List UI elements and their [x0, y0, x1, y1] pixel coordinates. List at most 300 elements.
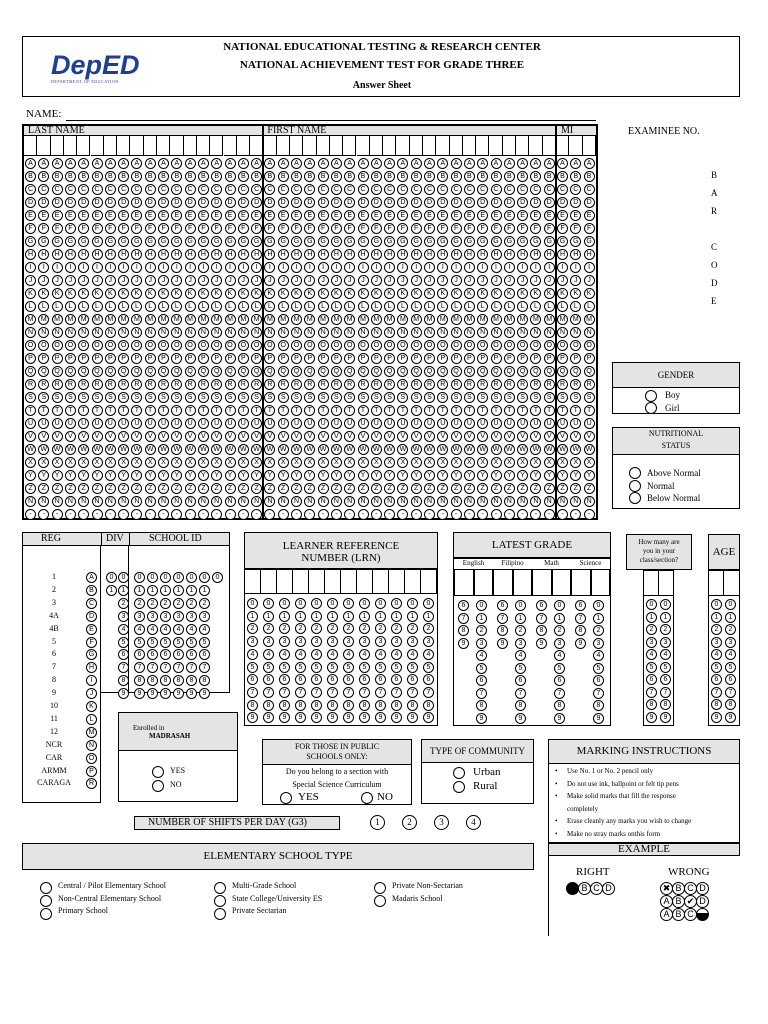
name-bubble[interactable]: C — [530, 184, 541, 195]
name-bubble[interactable]: J — [477, 275, 488, 286]
name-bubble[interactable]: I — [411, 262, 422, 273]
name-bubble[interactable]: P — [437, 353, 448, 364]
name-bubble[interactable]: N — [145, 327, 156, 338]
name-bubble[interactable]: S — [291, 392, 302, 403]
name-bubble[interactable]: Ñ — [92, 496, 103, 507]
lrn-bubble[interactable]: 0 — [279, 598, 290, 609]
lrn-bubble[interactable]: 0 — [343, 598, 354, 609]
name-bubble[interactable]: L — [344, 301, 355, 312]
name-bubble[interactable]: T — [504, 405, 515, 416]
name-bubble[interactable]: M — [384, 314, 395, 325]
name-write-box[interactable] — [330, 136, 343, 156]
name-bubble[interactable]: I — [544, 262, 555, 273]
name-bubble[interactable]: Y — [304, 470, 315, 481]
name-bubble[interactable]: F — [517, 223, 528, 234]
name-bubble[interactable]: - — [185, 509, 196, 520]
name-write-box[interactable] — [117, 136, 130, 156]
name-bubble[interactable]: Ñ — [278, 496, 289, 507]
grade-tens-bubble[interactable]: 7 — [497, 613, 508, 624]
name-bubble[interactable]: A — [291, 158, 302, 169]
name-bubble[interactable]: S — [384, 392, 395, 403]
name-bubble[interactable]: G — [451, 236, 462, 247]
name-bubble[interactable]: X — [211, 457, 222, 468]
name-bubble[interactable]: L — [358, 301, 369, 312]
lrn-bubble[interactable]: 7 — [359, 687, 370, 698]
name-bubble[interactable]: H — [331, 249, 342, 260]
name-bubble[interactable]: X — [78, 457, 89, 468]
name-bubble[interactable]: B — [464, 171, 475, 182]
name-bubble[interactable]: I — [584, 262, 595, 273]
name-bubble[interactable]: Ñ — [477, 496, 488, 507]
name-bubble[interactable]: J — [437, 275, 448, 286]
age-bubble[interactable]: 1 — [725, 612, 736, 623]
name-bubble[interactable]: Ñ — [451, 496, 462, 507]
name-write-box[interactable] — [144, 136, 157, 156]
name-bubble[interactable]: - — [158, 509, 169, 520]
name-bubble[interactable]: H — [105, 249, 116, 260]
class-count-bubble[interactable]: 2 — [646, 624, 657, 635]
div-bubble[interactable]: 8 — [118, 675, 129, 686]
name-bubble[interactable]: A — [264, 158, 275, 169]
name-bubble[interactable]: D — [92, 197, 103, 208]
name-bubble[interactable]: - — [517, 509, 528, 520]
name-bubble[interactable]: A — [145, 158, 156, 169]
grade-ones-bubble[interactable]: 0 — [593, 600, 604, 611]
name-bubble[interactable]: K — [371, 288, 382, 299]
name-bubble[interactable]: D — [491, 197, 502, 208]
name-bubble[interactable]: Ñ — [517, 496, 528, 507]
name-bubble[interactable]: M — [158, 314, 169, 325]
name-bubble[interactable]: K — [251, 288, 262, 299]
name-bubble[interactable]: Y — [238, 470, 249, 481]
name-bubble[interactable]: L — [185, 301, 196, 312]
name-bubble[interactable]: A — [344, 158, 355, 169]
name-bubble[interactable]: L — [65, 301, 76, 312]
name-bubble[interactable]: S — [38, 392, 49, 403]
school-id-bubble[interactable]: 9 — [147, 688, 158, 699]
lrn-write-box[interactable] — [309, 570, 325, 594]
name-bubble[interactable]: Ñ — [318, 496, 329, 507]
name-bubble[interactable]: N — [517, 327, 528, 338]
name-bubble[interactable]: Z — [397, 483, 408, 494]
grade-ones-bubble[interactable]: 3 — [554, 638, 565, 649]
name-bubble[interactable]: G — [198, 236, 209, 247]
name-bubble[interactable]: O — [397, 340, 408, 351]
name-bubble[interactable]: P — [504, 353, 515, 364]
name-bubble[interactable]: C — [384, 184, 395, 195]
name-bubble[interactable]: G — [92, 236, 103, 247]
grade-ones-bubble[interactable]: 1 — [476, 613, 487, 624]
name-bubble[interactable]: W — [65, 444, 76, 455]
name-bubble[interactable]: K — [464, 288, 475, 299]
name-bubble[interactable]: N — [52, 327, 63, 338]
name-bubble[interactable]: K — [570, 288, 581, 299]
name-bubble[interactable]: L — [570, 301, 581, 312]
name-bubble[interactable]: R — [185, 379, 196, 390]
name-bubble[interactable]: O — [371, 340, 382, 351]
name-bubble[interactable]: - — [251, 509, 262, 520]
reg-bubble[interactable]: L — [86, 714, 97, 725]
lrn-bubble[interactable]: 4 — [423, 649, 434, 660]
name-bubble[interactable]: - — [318, 509, 329, 520]
name-bubble[interactable]: S — [584, 392, 595, 403]
name-bubble[interactable]: Q — [491, 366, 502, 377]
name-bubble[interactable]: K — [557, 288, 568, 299]
name-bubble[interactable]: T — [278, 405, 289, 416]
name-bubble[interactable]: H — [544, 249, 555, 260]
name-bubble[interactable]: Q — [38, 366, 49, 377]
name-bubble[interactable]: B — [477, 171, 488, 182]
name-bubble[interactable]: V — [131, 431, 142, 442]
name-bubble[interactable]: U — [344, 418, 355, 429]
name-bubble[interactable]: Q — [331, 366, 342, 377]
name-bubble[interactable]: J — [411, 275, 422, 286]
name-bubble[interactable]: L — [278, 301, 289, 312]
name-bubble[interactable]: R — [211, 379, 222, 390]
name-bubble[interactable]: T — [517, 405, 528, 416]
name-bubble[interactable]: - — [384, 509, 395, 520]
name-bubble[interactable]: Z — [570, 483, 581, 494]
school-id-bubble[interactable]: 5 — [160, 637, 171, 648]
name-bubble[interactable]: W — [158, 444, 169, 455]
grade-ones-bubble[interactable]: 1 — [593, 613, 604, 624]
name-bubble[interactable]: I — [171, 262, 182, 273]
name-bubble[interactable]: G — [211, 236, 222, 247]
name-bubble[interactable]: L — [544, 301, 555, 312]
name-bubble[interactable]: L — [304, 301, 315, 312]
name-bubble[interactable]: I — [278, 262, 289, 273]
name-bubble[interactable]: Y — [78, 470, 89, 481]
name-bubble[interactable]: K — [451, 288, 462, 299]
name-bubble[interactable]: B — [504, 171, 515, 182]
name-bubble[interactable]: N — [570, 327, 581, 338]
name-bubble[interactable]: H — [118, 249, 129, 260]
name-bubble[interactable]: I — [291, 262, 302, 273]
school-id-bubble[interactable]: 6 — [134, 649, 145, 660]
name-bubble[interactable]: X — [570, 457, 581, 468]
div-bubble[interactable]: 0 — [118, 572, 129, 583]
name-bubble[interactable]: Ñ — [504, 496, 515, 507]
reg-bubble[interactable]: B — [86, 585, 97, 596]
name-bubble[interactable]: V — [52, 431, 63, 442]
name-bubble[interactable]: T — [264, 405, 275, 416]
div-bubble[interactable]: 5 — [118, 637, 129, 648]
name-bubble[interactable]: G — [557, 236, 568, 247]
name-bubble[interactable]: H — [530, 249, 541, 260]
lrn-bubble[interactable]: 7 — [375, 687, 386, 698]
name-bubble[interactable]: G — [171, 236, 182, 247]
name-bubble[interactable]: H — [318, 249, 329, 260]
grade-ones-bubble[interactable]: 8 — [593, 700, 604, 711]
name-bubble[interactable]: L — [251, 301, 262, 312]
name-bubble[interactable]: S — [318, 392, 329, 403]
lrn-bubble[interactable]: 6 — [359, 674, 370, 685]
name-bubble[interactable]: A — [437, 158, 448, 169]
name-bubble[interactable]: R — [437, 379, 448, 390]
age-bubble[interactable]: 3 — [711, 637, 722, 648]
name-bubble[interactable]: D — [358, 197, 369, 208]
name-bubble[interactable]: Q — [105, 366, 116, 377]
class-count-bubble[interactable]: 0 — [660, 599, 671, 610]
name-bubble[interactable]: G — [411, 236, 422, 247]
name-bubble[interactable]: I — [118, 262, 129, 273]
name-bubble[interactable]: Ñ — [437, 496, 448, 507]
div-bubble[interactable]: 6 — [118, 649, 129, 660]
name-bubble[interactable]: L — [238, 301, 249, 312]
name-bubble[interactable]: J — [171, 275, 182, 286]
name-bubble[interactable]: R — [92, 379, 103, 390]
name-bubble[interactable]: K — [105, 288, 116, 299]
name-bubble[interactable]: A — [557, 158, 568, 169]
name-bubble[interactable]: R — [331, 379, 342, 390]
name-bubble[interactable]: K — [38, 288, 49, 299]
name-bubble[interactable]: V — [411, 431, 422, 442]
grade-write-box[interactable] — [571, 569, 591, 596]
lrn-bubble[interactable]: 5 — [295, 662, 306, 673]
name-bubble[interactable]: G — [145, 236, 156, 247]
shift-option-bubble[interactable]: 3 — [434, 815, 449, 830]
name-bubble[interactable]: L — [451, 301, 462, 312]
name-bubble[interactable]: G — [291, 236, 302, 247]
name-write-box[interactable] — [184, 136, 197, 156]
age-bubble[interactable]: 0 — [711, 599, 722, 610]
school-id-bubble[interactable]: 7 — [134, 662, 145, 673]
lrn-bubble[interactable]: 2 — [359, 623, 370, 634]
name-bubble[interactable]: N — [557, 327, 568, 338]
age-bubble[interactable]: 9 — [725, 712, 736, 723]
name-bubble[interactable]: W — [251, 444, 262, 455]
name-bubble[interactable]: H — [557, 249, 568, 260]
name-bubble[interactable]: I — [358, 262, 369, 273]
name-bubble[interactable]: T — [145, 405, 156, 416]
name-bubble[interactable]: Z — [584, 483, 595, 494]
name-bubble[interactable]: - — [131, 509, 142, 520]
name-bubble[interactable]: Z — [92, 483, 103, 494]
name-bubble[interactable]: V — [25, 431, 36, 442]
name-bubble[interactable]: Y — [358, 470, 369, 481]
name-bubble[interactable]: U — [251, 418, 262, 429]
name-bubble[interactable]: J — [291, 275, 302, 286]
name-bubble[interactable]: V — [530, 431, 541, 442]
lrn-bubble[interactable]: 3 — [279, 636, 290, 647]
name-bubble[interactable]: W — [384, 444, 395, 455]
name-write-box[interactable] — [197, 136, 210, 156]
grade-ones-bubble[interactable]: 7 — [476, 688, 487, 699]
name-bubble[interactable]: I — [25, 262, 36, 273]
name-bubble[interactable]: K — [504, 288, 515, 299]
shift-option-bubble[interactable]: 1 — [370, 815, 385, 830]
name-bubble[interactable]: - — [464, 509, 475, 520]
name-bubble[interactable]: X — [198, 457, 209, 468]
name-bubble[interactable]: M — [264, 314, 275, 325]
name-bubble[interactable]: L — [437, 301, 448, 312]
lrn-bubble[interactable]: 8 — [375, 700, 386, 711]
name-bubble[interactable]: W — [331, 444, 342, 455]
name-bubble[interactable]: O — [464, 340, 475, 351]
name-bubble[interactable]: O — [291, 340, 302, 351]
name-bubble[interactable]: J — [118, 275, 129, 286]
school-id-bubble[interactable]: 0 — [212, 572, 223, 583]
name-bubble[interactable]: M — [504, 314, 515, 325]
name-bubble[interactable]: L — [131, 301, 142, 312]
grade-ones-bubble[interactable]: 3 — [593, 638, 604, 649]
lrn-bubble[interactable]: 7 — [423, 687, 434, 698]
name-bubble[interactable]: U — [464, 418, 475, 429]
name-bubble[interactable]: D — [504, 197, 515, 208]
school-id-bubble[interactable]: 2 — [199, 598, 210, 609]
name-bubble[interactable]: E — [65, 210, 76, 221]
grade-tens-bubble[interactable]: 9 — [575, 638, 586, 649]
nutrition-above-radio[interactable] — [629, 467, 641, 479]
name-bubble[interactable]: H — [238, 249, 249, 260]
lrn-bubble[interactable]: 9 — [263, 712, 274, 723]
school-id-bubble[interactable]: 0 — [134, 572, 145, 583]
name-bubble[interactable]: U — [530, 418, 541, 429]
name-bubble[interactable]: U — [225, 418, 236, 429]
name-bubble[interactable]: - — [477, 509, 488, 520]
name-bubble[interactable]: P — [384, 353, 395, 364]
name-bubble[interactable]: V — [278, 431, 289, 442]
name-bubble[interactable]: T — [52, 405, 63, 416]
name-bubble[interactable]: U — [331, 418, 342, 429]
name-bubble[interactable]: Y — [504, 470, 515, 481]
name-bubble[interactable]: S — [118, 392, 129, 403]
name-bubble[interactable]: Z — [437, 483, 448, 494]
name-bubble[interactable]: O — [25, 340, 36, 351]
lrn-bubble[interactable]: 9 — [327, 712, 338, 723]
name-bubble[interactable]: W — [291, 444, 302, 455]
name-bubble[interactable]: Z — [198, 483, 209, 494]
lrn-bubble[interactable]: 6 — [407, 674, 418, 685]
name-bubble[interactable]: I — [304, 262, 315, 273]
age-write-box[interactable] — [709, 571, 724, 596]
name-bubble[interactable]: K — [437, 288, 448, 299]
name-bubble[interactable]: P — [291, 353, 302, 364]
name-bubble[interactable]: - — [544, 509, 555, 520]
name-bubble[interactable]: L — [584, 301, 595, 312]
name-bubble[interactable]: A — [584, 158, 595, 169]
name-bubble[interactable]: T — [437, 405, 448, 416]
name-bubble[interactable]: Ñ — [491, 496, 502, 507]
name-bubble[interactable]: Ñ — [25, 496, 36, 507]
name-bubble[interactable]: - — [411, 509, 422, 520]
name-bubble[interactable]: S — [491, 392, 502, 403]
class-count-bubble[interactable]: 3 — [660, 637, 671, 648]
name-bubble[interactable]: B — [278, 171, 289, 182]
name-bubble[interactable]: U — [584, 418, 595, 429]
name-bubble[interactable]: L — [78, 301, 89, 312]
name-bubble[interactable]: T — [464, 405, 475, 416]
name-bubble[interactable]: M — [65, 314, 76, 325]
name-bubble[interactable]: I — [371, 262, 382, 273]
school-id-bubble[interactable]: 2 — [173, 598, 184, 609]
name-bubble[interactable]: L — [464, 301, 475, 312]
name-bubble[interactable]: R — [291, 379, 302, 390]
name-bubble[interactable]: M — [145, 314, 156, 325]
name-bubble[interactable]: W — [358, 444, 369, 455]
name-bubble[interactable]: N — [185, 327, 196, 338]
lrn-bubble[interactable]: 4 — [327, 649, 338, 660]
name-bubble[interactable]: Ñ — [38, 496, 49, 507]
name-bubble[interactable]: F — [331, 223, 342, 234]
name-bubble[interactable]: N — [384, 327, 395, 338]
lrn-bubble[interactable]: 9 — [247, 712, 258, 723]
name-bubble[interactable]: Y — [584, 470, 595, 481]
name-bubble[interactable]: S — [278, 392, 289, 403]
name-bubble[interactable]: Q — [238, 366, 249, 377]
name-bubble[interactable]: O — [411, 340, 422, 351]
name-bubble[interactable]: E — [278, 210, 289, 221]
name-bubble[interactable]: E — [238, 210, 249, 221]
name-bubble[interactable]: N — [530, 327, 541, 338]
name-bubble[interactable]: I — [318, 262, 329, 273]
lrn-write-box[interactable] — [341, 570, 357, 594]
lrn-bubble[interactable]: 0 — [359, 598, 370, 609]
name-bubble[interactable]: E — [105, 210, 116, 221]
lrn-bubble[interactable]: 0 — [311, 598, 322, 609]
name-bubble[interactable]: V — [158, 431, 169, 442]
school-id-bubble[interactable]: 3 — [173, 611, 184, 622]
name-bubble[interactable]: D — [52, 197, 63, 208]
name-bubble[interactable]: Q — [171, 366, 182, 377]
age-bubble[interactable]: 2 — [711, 624, 722, 635]
grade-ones-bubble[interactable]: 5 — [554, 663, 565, 674]
name-bubble[interactable]: I — [464, 262, 475, 273]
name-bubble[interactable]: E — [570, 210, 581, 221]
reg-bubble[interactable]: O — [86, 753, 97, 764]
name-bubble[interactable]: Q — [65, 366, 76, 377]
name-bubble[interactable]: S — [344, 392, 355, 403]
name-bubble[interactable]: V — [92, 431, 103, 442]
name-bubble[interactable]: S — [131, 392, 142, 403]
name-bubble[interactable]: F — [25, 223, 36, 234]
name-bubble[interactable]: Q — [304, 366, 315, 377]
grade-tens-bubble[interactable]: 6 — [536, 600, 547, 611]
name-bubble[interactable]: E — [411, 210, 422, 221]
name-bubble[interactable]: N — [198, 327, 209, 338]
name-bubble[interactable]: P — [331, 353, 342, 364]
name-bubble[interactable]: B — [131, 171, 142, 182]
name-bubble[interactable]: V — [491, 431, 502, 442]
name-bubble[interactable]: V — [464, 431, 475, 442]
lrn-write-box[interactable] — [373, 570, 389, 594]
name-bubble[interactable]: K — [584, 288, 595, 299]
name-bubble[interactable]: L — [38, 301, 49, 312]
name-bubble[interactable]: V — [264, 431, 275, 442]
name-bubble[interactable]: H — [65, 249, 76, 260]
name-bubble[interactable]: C — [145, 184, 156, 195]
name-bubble[interactable]: R — [65, 379, 76, 390]
lrn-bubble[interactable]: 0 — [327, 598, 338, 609]
lrn-bubble[interactable]: 8 — [359, 700, 370, 711]
reg-bubble[interactable]: M — [86, 727, 97, 738]
lrn-bubble[interactable]: 5 — [391, 662, 402, 673]
name-bubble[interactable]: F — [65, 223, 76, 234]
lrn-bubble[interactable]: 9 — [391, 712, 402, 723]
name-bubble[interactable]: R — [304, 379, 315, 390]
name-bubble[interactable]: U — [131, 418, 142, 429]
name-bubble[interactable]: J — [530, 275, 541, 286]
name-bubble[interactable]: Y — [397, 470, 408, 481]
name-write-box[interactable] — [503, 136, 516, 156]
lrn-bubble[interactable]: 5 — [407, 662, 418, 673]
name-bubble[interactable]: P — [517, 353, 528, 364]
name-bubble[interactable]: A — [251, 158, 262, 169]
lrn-bubble[interactable]: 4 — [407, 649, 418, 660]
name-bubble[interactable]: D — [145, 197, 156, 208]
name-bubble[interactable]: O — [437, 340, 448, 351]
name-bubble[interactable]: Q — [92, 366, 103, 377]
